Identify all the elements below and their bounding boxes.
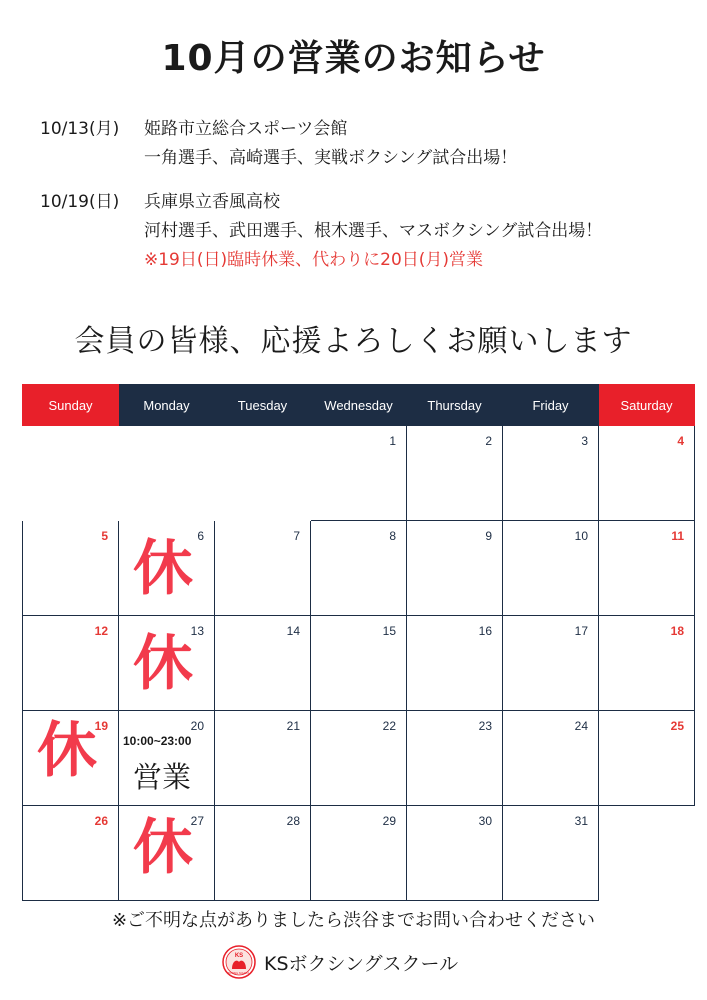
weekday-header-row	[23, 385, 695, 426]
footer-note: ※ご不明な点がありましたら渋谷までお問い合わせください	[111, 910, 596, 931]
closed-mark: 休	[133, 534, 193, 604]
day-number: 1	[389, 434, 396, 448]
day-cell	[119, 616, 215, 711]
business-hours: 10:00~23:00	[123, 734, 192, 748]
event-venue: 姫路市立総合スポーツ会館	[144, 119, 348, 139]
day-number: 14	[286, 624, 300, 638]
day-cell	[215, 616, 311, 711]
day-cell	[311, 806, 407, 901]
weekday-friday: Friday	[503, 385, 599, 426]
day-number: 29	[382, 814, 396, 828]
day-number: 13	[190, 624, 204, 638]
day-cell	[407, 616, 503, 711]
day-cell	[599, 521, 695, 616]
event-date: 10/13(月)	[40, 119, 120, 139]
week-row	[23, 711, 695, 806]
day-number: 6	[197, 529, 204, 543]
day-number: 28	[286, 814, 300, 828]
day-cell	[407, 521, 503, 616]
closed-mark: 休	[37, 716, 97, 786]
day-number: 7	[293, 529, 300, 543]
event-venue: 兵庫県立香風高校	[144, 192, 280, 212]
day-cell	[311, 711, 407, 806]
event-date: 10/19(日)	[40, 192, 120, 212]
empty-cell	[599, 806, 695, 901]
day-number: 8	[389, 529, 396, 543]
empty-cell	[215, 426, 311, 521]
weekday-saturday: Saturday	[599, 385, 695, 426]
week-row	[23, 806, 695, 901]
day-cell	[407, 426, 503, 521]
logo-text: KS	[234, 953, 244, 959]
day-cell	[311, 426, 407, 521]
day-cell	[599, 711, 695, 806]
day-number: 27	[190, 814, 204, 828]
brand-name: KSボクシングスクール	[264, 952, 459, 975]
day-number: 26	[94, 814, 108, 828]
day-number: 23	[478, 719, 492, 733]
week-row	[23, 426, 695, 521]
event-detail: 一角選手、高崎選手、実戦ボクシング試合出場！	[144, 148, 518, 168]
day-cell	[23, 806, 119, 901]
empty-cell	[119, 426, 215, 521]
empty-cell	[23, 426, 119, 521]
closed-mark: 休	[133, 813, 193, 883]
day-number: 16	[478, 624, 492, 638]
day-cell	[503, 711, 599, 806]
day-cell	[215, 806, 311, 901]
week-row	[23, 616, 695, 711]
day-cell	[23, 616, 119, 711]
day-number: 3	[581, 434, 588, 448]
day-number: 4	[677, 434, 684, 448]
day-cell	[407, 711, 503, 806]
calendar	[22, 384, 695, 901]
day-number: 15	[382, 624, 396, 638]
logo-subtext: BOXING SCHOOL	[228, 972, 250, 975]
day-number: 31	[574, 814, 588, 828]
day-cell	[311, 521, 407, 616]
weekday-monday: Monday	[119, 385, 215, 426]
day-number: 12	[94, 624, 108, 638]
day-cell	[503, 806, 599, 901]
day-cell	[119, 521, 215, 616]
event-detail: 河村選手、武田選手、根木選手、マスボクシング試合出場！	[144, 221, 603, 241]
page-title: 10月の営業のお知らせ	[161, 38, 546, 79]
day-number: 21	[286, 719, 300, 733]
day-cell	[407, 806, 503, 901]
day-cell	[23, 711, 119, 806]
day-number: 11	[671, 529, 684, 543]
day-cell	[503, 521, 599, 616]
greeting: 会員の皆様、応援よろしくお願いします	[74, 324, 633, 359]
day-cell	[599, 426, 695, 521]
day-cell	[215, 521, 311, 616]
day-number: 5	[101, 529, 108, 543]
day-number: 25	[670, 719, 684, 733]
day-cell	[119, 806, 215, 901]
weekday-wednesday: Wednesday	[311, 385, 407, 426]
day-cell	[503, 426, 599, 521]
brand	[222, 944, 458, 980]
day-cell	[311, 616, 407, 711]
day-number: 18	[670, 624, 684, 638]
day-number: 20	[190, 719, 204, 733]
day-cell	[23, 521, 119, 616]
day-cell	[503, 616, 599, 711]
day-cell	[215, 711, 311, 806]
boxing-glove-logo-icon	[222, 945, 256, 979]
week-row	[23, 521, 695, 616]
day-number: 30	[478, 814, 492, 828]
closed-mark: 休	[133, 629, 193, 699]
day-number: 22	[382, 719, 396, 733]
weekday-tuesday: Tuesday	[215, 385, 311, 426]
day-cell	[119, 711, 215, 806]
day-number: 10	[574, 529, 588, 543]
day-number: 17	[574, 624, 588, 638]
day-number: 19	[94, 719, 108, 733]
weekday-sunday: Sunday	[23, 385, 119, 426]
day-number: 2	[485, 434, 492, 448]
weekday-thursday: Thursday	[407, 385, 503, 426]
day-cell	[599, 616, 695, 711]
event-note: ※19日(日)臨時休業、代わりに20日(月)営業	[144, 250, 484, 270]
day-number: 24	[574, 719, 588, 733]
open-label: 営業	[133, 760, 192, 794]
day-number: 9	[485, 529, 492, 543]
